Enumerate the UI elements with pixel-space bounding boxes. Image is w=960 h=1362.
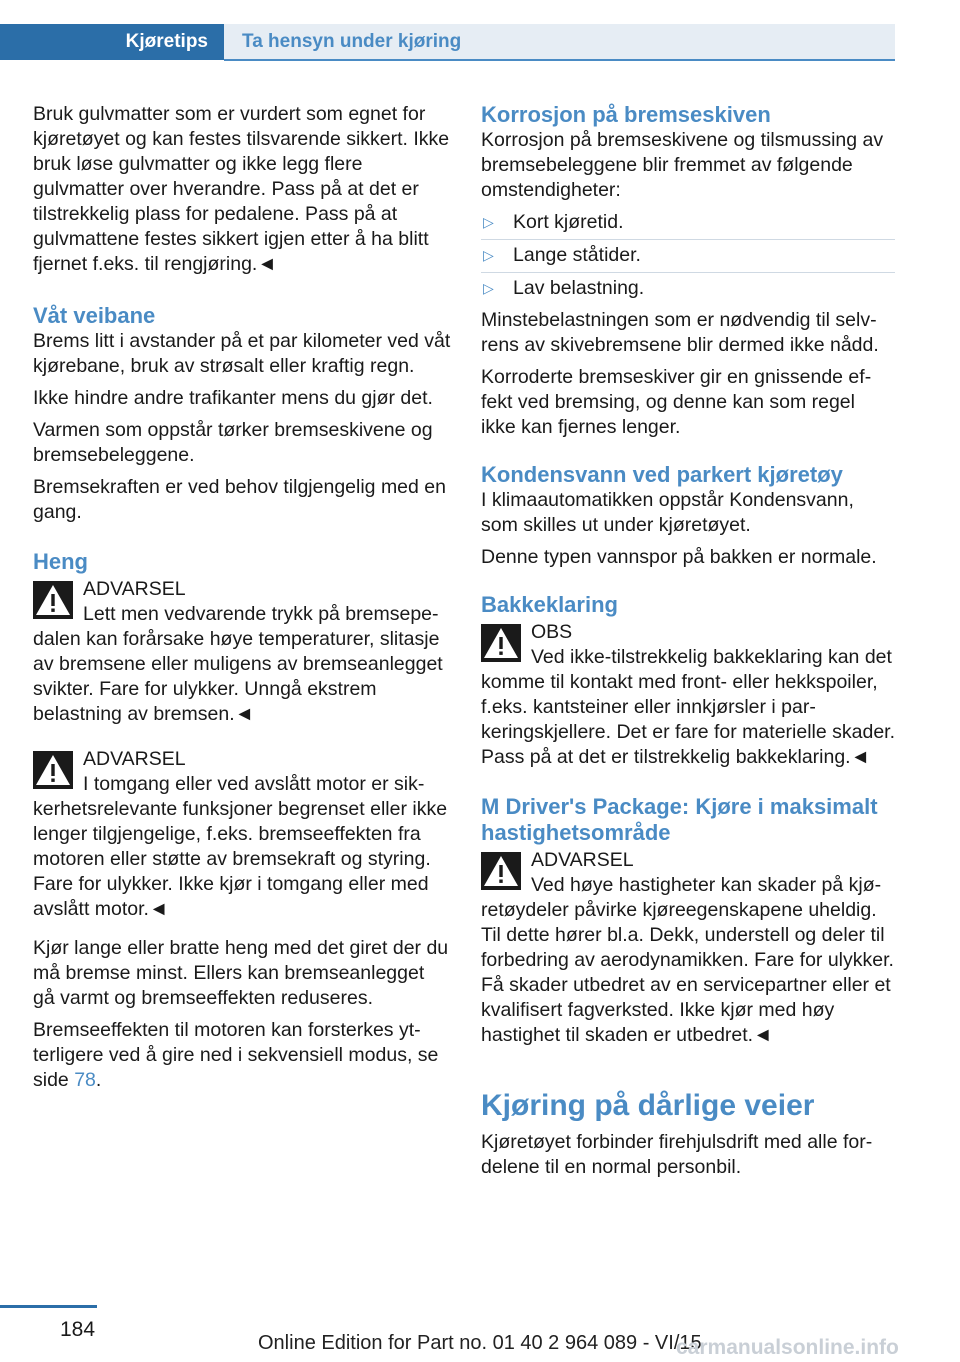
corrosion-list: [481, 210, 895, 305]
condensation-paragraph-1: I klimaautomatikken oppstår Kondensvann, som skilles ut under kjøretøyet.: [481, 489, 854, 536]
warning-text: Lett men vedvarende trykk på bremsepedalen kan forårsake høye temperaturer, slitasje av bremsene eller muligens av bremseanlegget svikter. Fare for ulykker. Unngå ekstrem belastning av bremsen.◄: [33, 603, 443, 725]
corrosion-paragraph-3: Korroderte bremseskiver gir en gnissende effekt ved bremsing, og denne kan som regel ikke kan fjernes lenger.: [481, 366, 872, 438]
slopes-paragraph-1: Kjør lange eller bratte heng med det giret der du må bremse minst. Ellers kan bremseanlegget gå varmt og bremseeffekten reduseres.: [33, 937, 449, 1009]
header-bar: [0, 24, 895, 60]
condensation-paragraph-2: Denne typen vannspor på bakken er normale.: [481, 546, 877, 568]
right-column: [481, 102, 895, 1187]
warning-triangle-icon: [33, 581, 73, 619]
heading-slopes: Heng: [33, 549, 88, 574]
slopes-paragraph-2: [33, 1018, 451, 1093]
warning-block-1: [33, 575, 451, 727]
watermark: carmanualsonline.info: [676, 1336, 899, 1359]
wet-paragraph-4: Bremsekraften er ved behov tilgjengelig med en gang.: [33, 476, 446, 523]
notice-block: [481, 618, 895, 770]
page-link-78[interactable]: 78: [74, 1069, 96, 1091]
warning-triangle-icon: [481, 624, 521, 662]
tab-kjoretips[interactable]: Kjøretips: [0, 24, 224, 60]
warning-label: ADVARSEL: [83, 748, 186, 770]
list-item-text: Kort kjøretid.: [513, 211, 624, 233]
slopes-text-end: .: [95, 1069, 102, 1091]
warning-text: I tomgang eller ved avslått motor er sikkerhetsrelevante funksjoner begrenset eller ikke lenger tilgjengelige, f.eks. bremseeffekten fra motoren eller støtte av bremsekraft og styring. Fare for ulykker. Ikke kjør i tomgang eller med avslått motor.◄: [33, 773, 448, 920]
heading-ground-clearance: Bakkeklaring: [481, 592, 618, 617]
list-item: [481, 243, 895, 273]
warning-text: Ved høye hastigheter kan skader på kjøretøydeler påvirke kjøreegenskapene uheldig. Til dette hører bl.a. Dekk, understell og deler til forbedring av aerodynamikken. Fare for ulykker. Få skader utbedret av en servicepartner eller et kvalifisert fagverksted. Ikke kjør med høy hastighet til skaden er utbedret.◄: [481, 874, 894, 1046]
notice-label: OBS: [531, 621, 573, 643]
warning-block-3: [481, 846, 895, 1048]
warning-block-2: [33, 745, 451, 922]
tab-section-title[interactable]: Ta hensyn under kjøring: [224, 24, 895, 60]
heading-condensation: Kondensvann ved parkert kjøretøy: [481, 462, 843, 487]
notice-text: Ved ikke-tilstrekkelig bakkeklaring kan det komme til kontakt med front- eller hekkspoiler, f.eks. kantsteiner eller innkjørsler i parkeringskjellere. Det er fare for materielle skader. Pass på at det er tilstrekkelig bakkeklaring.◄: [481, 646, 896, 768]
list-item-text: Lav belastning.: [513, 277, 645, 299]
warning-label: ADVARSEL: [83, 578, 186, 600]
triangle-right-icon: ▷: [483, 247, 494, 263]
warning-triangle-icon: [481, 852, 521, 890]
list-item: [481, 210, 895, 240]
heading-bad-roads: Kjøring på dårlige veier: [481, 1089, 815, 1122]
list-item-text: Lange ståtider.: [513, 244, 641, 266]
corrosion-paragraph-1: Korrosjon på bremseskivene og tilsmussing av bremsebeleggene blir fremmet av følgende omstendigheter:: [481, 129, 884, 201]
triangle-right-icon: ▷: [483, 214, 494, 230]
left-column: [33, 102, 451, 1100]
heading-wet-road: Våt veibane: [33, 303, 156, 328]
heading-corrosion: Korrosjon på bremseskiven: [481, 102, 771, 127]
page-number: 184: [60, 1318, 96, 1341]
header-divider: [224, 59, 895, 61]
warning-triangle-icon: [33, 751, 73, 789]
corrosion-paragraph-2: Minstebelastningen som er nødvendig til selvrens av skivebremsene blir dermed ikke nådd.: [481, 309, 879, 356]
wet-paragraph-2: Ikke hindre andre trafikanter mens du gjør det.: [33, 387, 433, 409]
wet-paragraph-3: Varmen som oppstår tørker bremseskivene og bremsebeleggene.: [33, 419, 433, 466]
bad-roads-paragraph: Kjøretøyet forbinder firehjulsdrift med alle fordelene til en normal personbil.: [481, 1131, 873, 1178]
floor-mat-paragraph: Bruk gulvmatter som er vurdert som egnet for kjøretøyet og kan festes tilsvarende sikkert. Ikke bruk løse gulvmatter og ikke legg flere gulvmatter over hverandre. Pass på at det er tilstrekkelig plass for pedalene. Pass på at gulvmattene festes sikkert igjen etter å ha blitt fjernet f.eks. til rengjøring.◄: [33, 103, 450, 275]
footer-divider: [0, 1305, 97, 1308]
online-edition-text: Online Edition for Part no. 01 40 2 964 089 - VI/15: [258, 1332, 702, 1354]
list-item: [481, 276, 895, 305]
slopes-text: Bremseeffekten til motoren kan forsterkes ytterligere ved å gire ned i sekvensiell modus, se side: [33, 1019, 439, 1091]
warning-label: ADVARSEL: [531, 849, 634, 871]
triangle-right-icon: ▷: [483, 280, 494, 296]
heading-m-drivers-package: M Driver's Package: Kjøre i maksimalt hastighetsområde: [481, 794, 878, 845]
wet-paragraph-1: Brems litt i avstander på et par kilometer ved våt kjørebane, bruk av strøsalt eller kraftig regn.: [33, 330, 451, 377]
